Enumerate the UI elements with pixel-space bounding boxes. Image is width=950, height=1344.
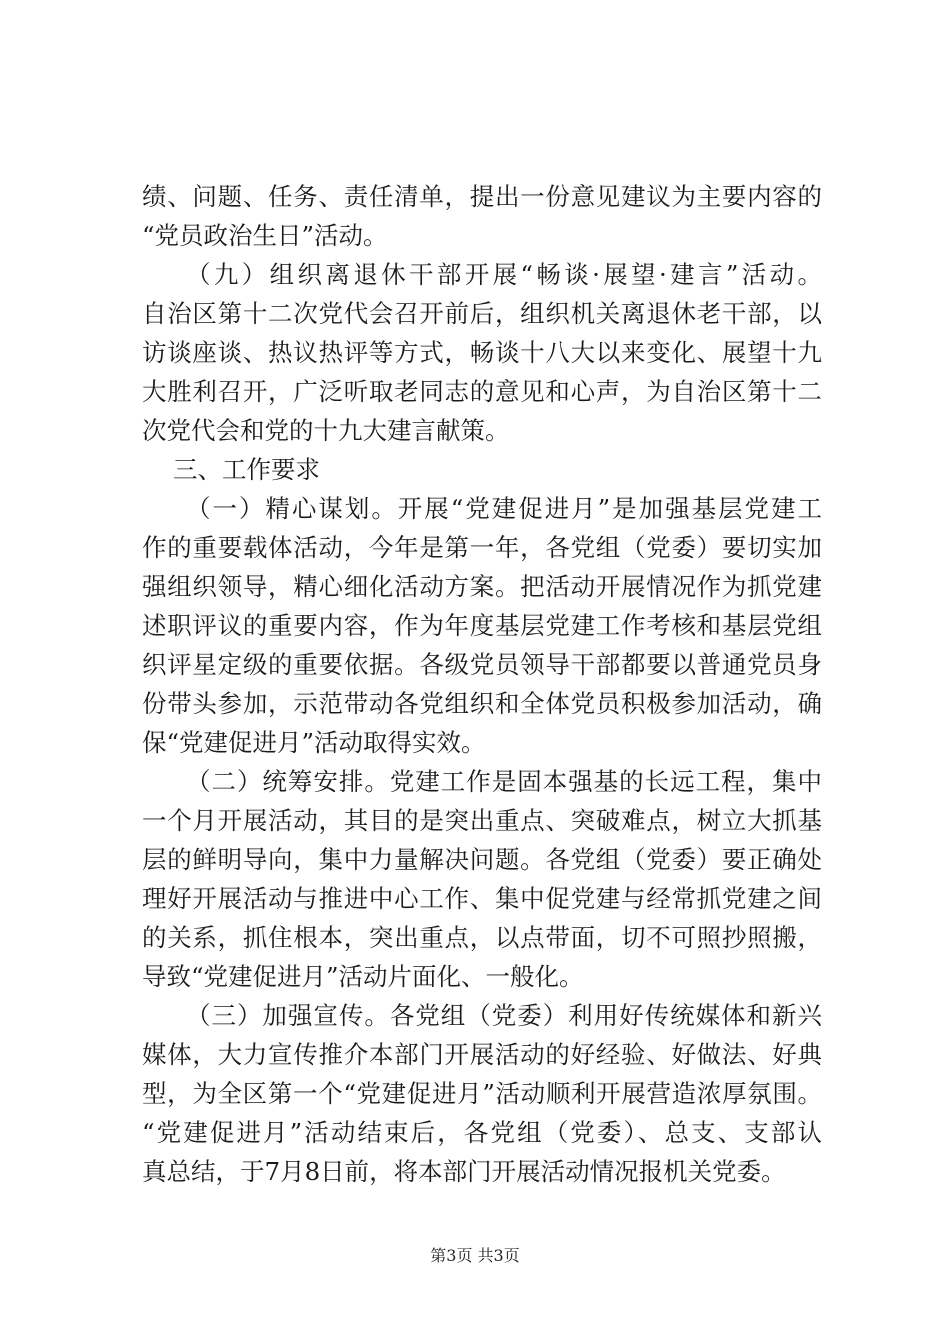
page-footer: 第3页 共3页: [430, 1246, 520, 1265]
text-line: 媒体，大力宣传推介本部门开展活动的好经验、好做法、好典: [142, 1040, 822, 1069]
text-line: 一个月开展活动，其目的是突出重点、突破难点，树立大抓基: [142, 806, 822, 835]
text-line: 访谈座谈、热议热评等方式，畅谈十八大以来变化、展望十九: [142, 338, 822, 367]
text-line: 次党代会和党的十九大建言献策。: [142, 416, 510, 445]
text-line: 自治区第十二次党代会召开前后，组织机关离退休老干部，以: [142, 299, 822, 328]
text-line: （一）精心谋划。开展“党建促进月”是加强基层党建工: [186, 494, 822, 523]
text-line: 大胜利召开，广泛听取老同志的意见和心声，为自治区第十二: [142, 377, 822, 406]
text-line: 真总结，于7月8日前，将本部门开展活动情况报机关党委。: [142, 1157, 786, 1186]
text-line: （九）组织离退休干部开展“畅谈·展望·建言”活动。: [186, 260, 822, 289]
text-line: （二）统筹安排。党建工作是固本强基的长远工程，集中: [186, 767, 822, 796]
text-line: 织评星定级的重要依据。各级党员领导干部都要以普通党员身: [142, 650, 822, 679]
text-line: 型，为全区第一个“党建促进月”活动顺利开展营造浓厚氛围。: [142, 1079, 822, 1108]
text-line: 保“党建促进月”活动取得实效。: [142, 728, 486, 757]
text-line: 的关系，抓住根本，突出重点，以点带面，切不可照抄照搬，: [142, 923, 822, 952]
document-body: [142, 177, 822, 1191]
text-line: 份带头参加，示范带动各党组织和全体党员积极参加活动，确: [142, 689, 822, 718]
text-line: 层的鲜明导向，集中力量解决问题。各党组（党委）要正确处: [142, 845, 822, 874]
text-line: 强组织领导，精心细化活动方案。把活动开展情况作为抓党建: [142, 572, 822, 601]
text-line: 述职评议的重要内容，作为年度基层党建工作考核和基层党组: [142, 611, 822, 640]
text-line: 导致“党建促进月”活动片面化、一般化。: [142, 962, 584, 991]
text-line: 三、工作要求: [173, 455, 320, 484]
text-line: 理好开展活动与推进中心工作、集中促党建与经常抓党建之间: [142, 884, 822, 913]
text-line: 作的重要载体活动，今年是第一年，各党组（党委）要切实加: [142, 533, 822, 562]
text-line: （三）加强宣传。各党组（党委）利用好传统媒体和新兴: [186, 1001, 822, 1030]
text-line: “党建促进月”活动结束后，各党组（党委）、总支、支部认: [142, 1118, 822, 1147]
text-line: 绩、问题、任务、责任清单，提出一份意见建议为主要内容的: [142, 182, 822, 211]
text-line: “党员政治生日”活动。: [142, 221, 388, 250]
